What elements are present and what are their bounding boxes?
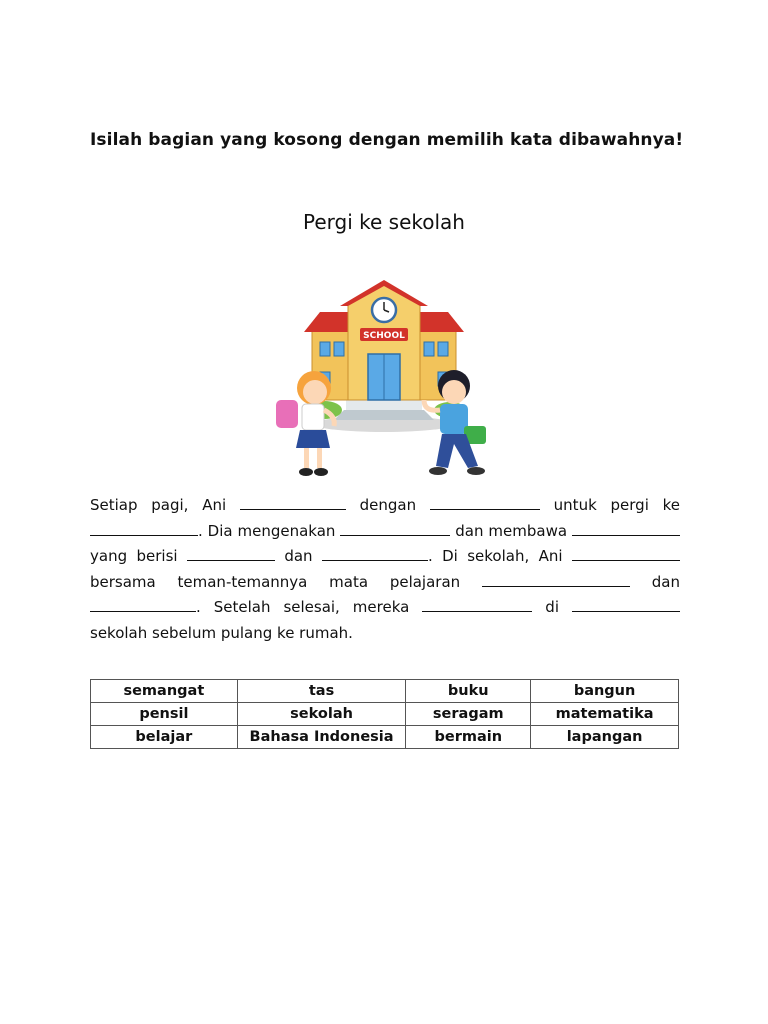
story-text: untuk pergi ke (553, 496, 680, 514)
word-cell[interactable]: belajar (91, 726, 238, 749)
story-text: . Di sekolah, Ani (427, 547, 563, 565)
school-sign-text: SCHOOL (363, 331, 405, 341)
answer-blank[interactable] (340, 521, 450, 536)
word-cell[interactable]: lapangan (531, 726, 679, 749)
word-cell[interactable]: buku (406, 680, 531, 703)
school-children-image (264, 276, 504, 482)
answer-blank[interactable] (422, 597, 532, 612)
story-text: di (545, 598, 559, 616)
word-cell[interactable]: sekolah (237, 703, 406, 726)
answer-blank[interactable] (572, 546, 680, 561)
story-text: dan (651, 572, 680, 591)
story-text: dengan (359, 496, 417, 514)
answer-blank[interactable] (240, 495, 346, 510)
story-text: yang berisi (90, 547, 178, 565)
school-illustration (264, 276, 504, 482)
answer-blank[interactable] (90, 521, 198, 536)
worksheet-title: Pergi ke sekolah (303, 210, 465, 234)
word-cell[interactable]: bermain (406, 726, 531, 749)
answer-blank[interactable] (322, 546, 428, 561)
word-cell[interactable]: bangun (531, 680, 679, 703)
answer-blank[interactable] (482, 572, 630, 587)
answer-blank[interactable] (430, 495, 540, 510)
word-cell[interactable]: seragam (406, 703, 531, 726)
word-cell[interactable]: tas (237, 680, 406, 703)
story-paragraph (90, 493, 680, 646)
word-bank-row (91, 726, 679, 749)
word-cell[interactable]: semangat (91, 680, 238, 703)
word-cell[interactable]: pensil (91, 703, 238, 726)
story-text: dan (284, 547, 313, 565)
word-cell[interactable]: matematika (531, 703, 679, 726)
answer-blank[interactable] (187, 546, 275, 561)
story-text: dan membawa (455, 521, 568, 540)
word-bank-table (90, 679, 679, 749)
word-cell[interactable]: Bahasa Indonesia (237, 726, 406, 749)
story-text: Setiap pagi, Ani (90, 496, 227, 514)
story-text: . Dia mengenakan (198, 521, 336, 540)
story-text: bersama teman-temannya mata pelajaran (90, 572, 461, 591)
story-text: . Setelah selesai, mereka (196, 598, 410, 616)
answer-blank[interactable] (572, 521, 680, 536)
word-bank-row (91, 680, 679, 703)
instruction-text: Isilah bagian yang kosong dengan memilih kata dibawahnya! (90, 130, 684, 150)
answer-blank[interactable] (90, 597, 196, 612)
story-text: sekolah sebelum pulang ke rumah. (90, 623, 353, 642)
word-bank-row (91, 703, 679, 726)
answer-blank[interactable] (572, 597, 680, 612)
